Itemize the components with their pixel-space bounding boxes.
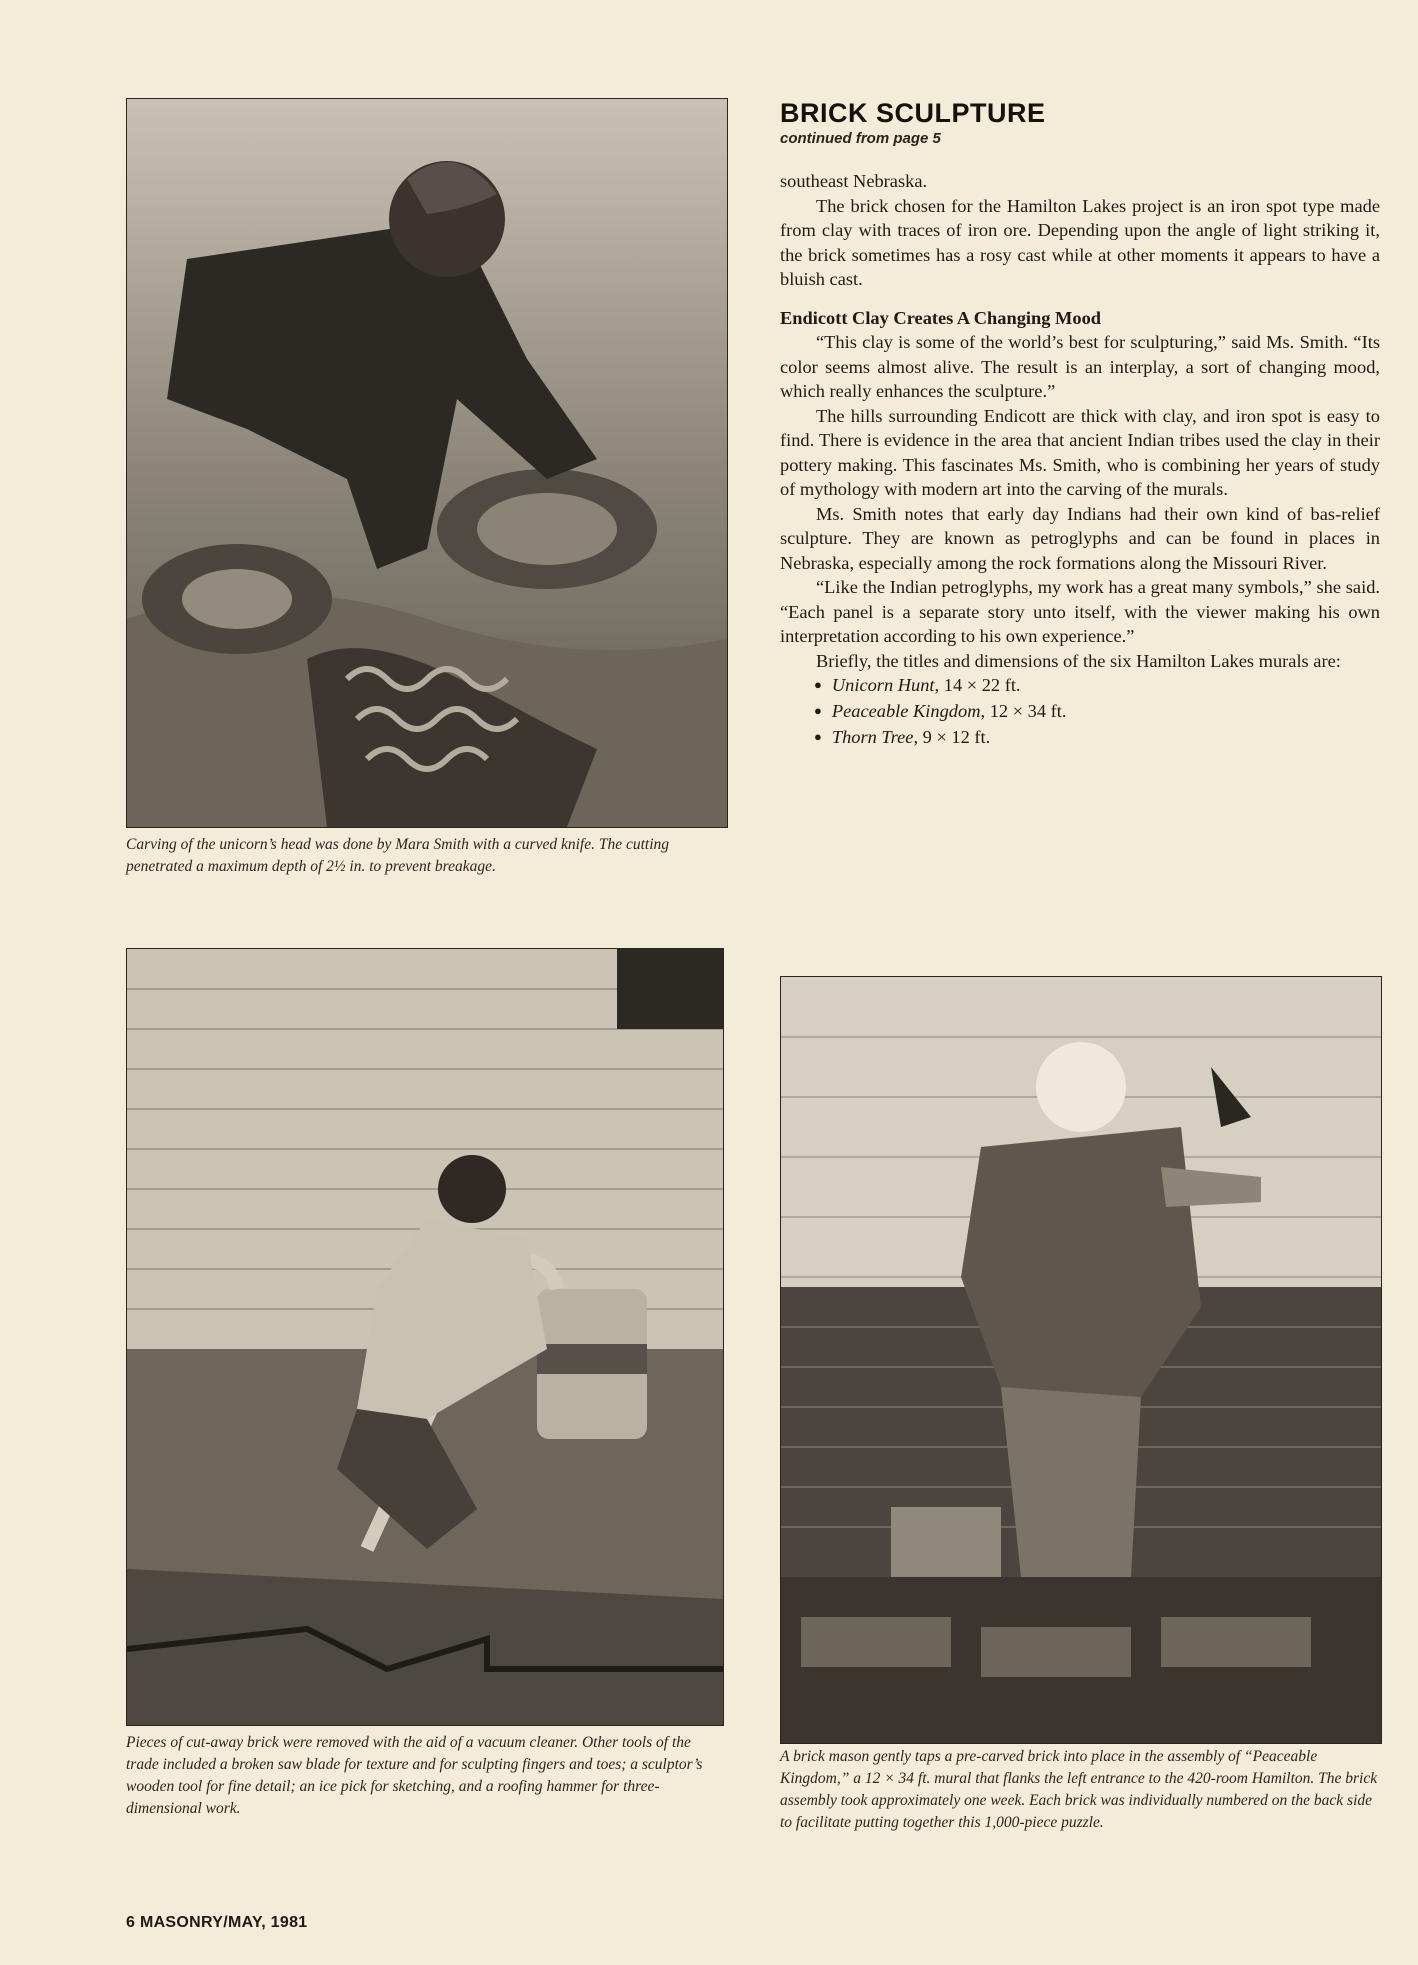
- paragraph-1: southeast Nebraska.: [780, 171, 928, 191]
- article-body: [780, 169, 1380, 751]
- list-item: ● Thorn Tree, 9 × 12 ft.: [814, 725, 1380, 751]
- paragraph-4: The hills surrounding Endicott are thick with clay, and iron spot is easy to find. There is evidence in the area that ancient Indian tribes used the clay in their pottery making. This fascinates Ms. Smith, who is combining her years of study of mythology with modern art into the carving of the murals.: [780, 405, 1380, 499]
- paragraph-5: Ms. Smith notes that early day Indians had their own kind of bas-relief sculpture. They are known as petroglyphs and can be found in places in Nebraska, especially among the rock formations along the Missouri River.: [780, 503, 1380, 573]
- continued-line: continued from page 5: [780, 130, 941, 147]
- caption-photo-1: Carving of the unicorn’s head was done by Mara Smith with a curved knife. The cutting penetrated a maximum depth of 2½ in. to prevent breakage.: [126, 836, 670, 875]
- paragraph-3: “This clay is some of the world’s best for sculpturing,” said Ms. Smith. “Its color seems almost alive. The result is an interplay, a sort of changing mood, which really enhances the sculpture.”: [780, 332, 1380, 401]
- article-column: [780, 98, 1380, 751]
- photo-vacuum-cleaning: [126, 948, 724, 1726]
- article-headline: BRICK SCULPTURE: [780, 98, 1046, 128]
- list-item: ● Peaceable Kingdom, 12 × 34 ft.: [814, 699, 1380, 725]
- mural-list: [780, 673, 1380, 751]
- caption-photo-2: Pieces of cut-away brick were removed with the aid of a vacuum cleaner. Other tools of the trade included a broken saw blade for texture and for sculpting fingers and toes; a sculptor’s wooden tool for fine detail; an ice pick for sketching, and a roofing hammer for three-dimensional work.: [126, 1734, 703, 1817]
- list-item: ● Unicorn Hunt, 14 × 22 ft.: [814, 673, 1380, 699]
- paragraph-6: “Like the Indian petroglyphs, my work has a great many symbols,” she said. “Each panel is a separate story unto itself, with the viewer making his own interpretation according to his own experience.”: [780, 577, 1380, 646]
- photo-sculptor-carving: [126, 98, 728, 828]
- paragraph-7: Briefly, the titles and dimensions of the six Hamilton Lakes murals are:: [816, 650, 1341, 671]
- page-footer: 6 MASONRY/MAY, 1981: [126, 1914, 308, 1931]
- caption-photo-3: A brick mason gently taps a pre-carved brick into place in the assembly of “Peaceable Kingdom,” a 12 × 34 ft. mural that flanks the left entrance to the 420-room Hamilton. The brick assembly took approximately one week. Each brick was individually numbered on the back side to facilitate putting together this 1,000-piece puzzle.: [780, 1748, 1378, 1831]
- photo-brick-mason: [780, 976, 1382, 1744]
- section-subhead: Endicott Clay Creates A Changing Mood: [780, 307, 1102, 328]
- paragraph-2: The brick chosen for the Hamilton Lakes project is an iron spot type made from clay with traces of iron ore. Depending upon the angle of light striking it, the brick sometimes has a rosy cast while at other moments it appears to have a bluish cast.: [780, 195, 1380, 289]
